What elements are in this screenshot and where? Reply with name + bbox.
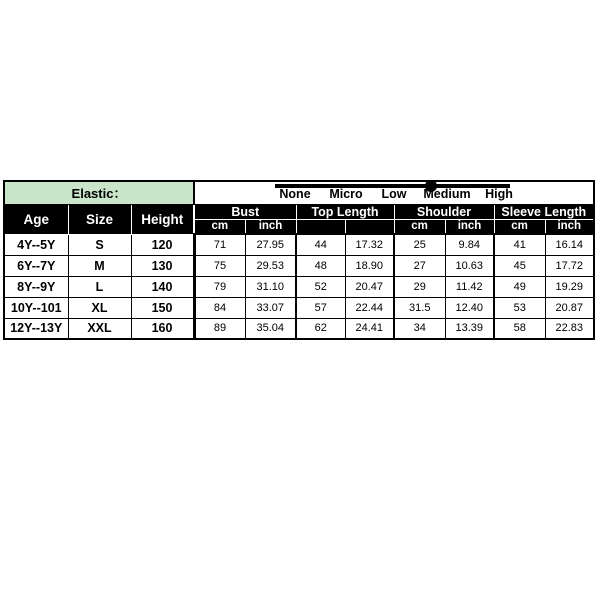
cell-sleeve-cm: 49 (494, 276, 545, 297)
elastic-label: Elastic： (4, 181, 194, 204)
cell-height: 140 (131, 276, 194, 297)
cell-age: 4Y--5Y (4, 234, 68, 255)
cell-sleeve-inch: 17.72 (545, 255, 594, 276)
table-row (4, 255, 594, 276)
size-chart (3, 180, 593, 340)
cell-top-cm: 62 (296, 318, 345, 339)
cell-shoulder-cm: 29 (394, 276, 445, 297)
unit-header-bust-inch: inch (245, 219, 296, 234)
group-header-top-length: Top Length (296, 204, 394, 219)
unit-header-top-length-inch (345, 219, 394, 234)
unit-header-shoulder-inch: inch (445, 219, 494, 234)
cell-shoulder-inch: 9.84 (445, 234, 494, 255)
cell-bust-cm: 75 (194, 255, 245, 276)
cell-height: 160 (131, 318, 194, 339)
cell-sleeve-inch: 19.29 (545, 276, 594, 297)
cell-shoulder-inch: 11.42 (445, 276, 494, 297)
cell-top-cm: 48 (296, 255, 345, 276)
cell-top-inch: 20.47 (345, 276, 394, 297)
cell-top-inch: 18.90 (345, 255, 394, 276)
cell-top-cm: 44 (296, 234, 345, 255)
cell-height: 150 (131, 297, 194, 318)
elastic-level-medium: Medium (423, 187, 471, 201)
elastic-level-high: High (485, 187, 513, 201)
cell-top-inch: 17.32 (345, 234, 394, 255)
cell-sleeve-inch: 16.14 (545, 234, 594, 255)
table-row (4, 276, 594, 297)
cell-top-cm: 52 (296, 276, 345, 297)
cell-sleeve-cm: 45 (494, 255, 545, 276)
elastic-level-micro: Micro (329, 187, 363, 201)
cell-bust-cm: 79 (194, 276, 245, 297)
size-chart-table (3, 180, 595, 340)
cell-size: S (68, 234, 131, 255)
cell-size: M (68, 255, 131, 276)
cell-height: 130 (131, 255, 194, 276)
table-row (4, 318, 594, 339)
cell-bust-inch: 35.04 (245, 318, 296, 339)
group-header-row (4, 204, 594, 219)
elastic-level-low: Low (381, 187, 407, 201)
cell-shoulder-inch: 13.39 (445, 318, 494, 339)
cell-sleeve-inch: 20.87 (545, 297, 594, 318)
cell-size: XL (68, 297, 131, 318)
elastic-row (4, 181, 594, 204)
table-row (4, 234, 594, 255)
col-header-size: Size (68, 204, 131, 234)
cell-age: 6Y--7Y (4, 255, 68, 276)
cell-top-inch: 22.44 (345, 297, 394, 318)
cell-age: 8Y--9Y (4, 276, 68, 297)
cell-top-inch: 24.41 (345, 318, 394, 339)
group-header-shoulder: Shoulder (394, 204, 494, 219)
cell-bust-inch: 31.10 (245, 276, 296, 297)
unit-header-sleeve-length-inch: inch (545, 219, 594, 234)
unit-header-bust-cm: cm (194, 219, 245, 234)
cell-sleeve-cm: 53 (494, 297, 545, 318)
cell-bust-inch: 27.95 (245, 234, 296, 255)
table-row (4, 297, 594, 318)
col-header-age: Age (4, 204, 68, 234)
cell-age: 10Y--101 (4, 297, 68, 318)
cell-bust-cm: 71 (194, 234, 245, 255)
group-header-bust: Bust (194, 204, 296, 219)
cell-shoulder-cm: 31.5 (394, 297, 445, 318)
elastic-scale (194, 181, 594, 204)
cell-top-cm: 57 (296, 297, 345, 318)
cell-shoulder-inch: 12.40 (445, 297, 494, 318)
cell-shoulder-cm: 34 (394, 318, 445, 339)
cell-size: L (68, 276, 131, 297)
cell-shoulder-inch: 10.63 (445, 255, 494, 276)
cell-sleeve-cm: 41 (494, 234, 545, 255)
cell-bust-cm: 89 (194, 318, 245, 339)
cell-height: 120 (131, 234, 194, 255)
cell-size: XXL (68, 318, 131, 339)
cell-bust-inch: 29.53 (245, 255, 296, 276)
cell-age: 12Y--13Y (4, 318, 68, 339)
unit-header-top-length-cm (296, 219, 345, 234)
unit-header-sleeve-length-cm: cm (494, 219, 545, 234)
unit-header-shoulder-cm: cm (394, 219, 445, 234)
group-header-sleeve-length: Sleeve Length (494, 204, 594, 219)
cell-sleeve-cm: 58 (494, 318, 545, 339)
cell-shoulder-cm: 25 (394, 234, 445, 255)
cell-bust-cm: 84 (194, 297, 245, 318)
cell-bust-inch: 33.07 (245, 297, 296, 318)
cell-shoulder-cm: 27 (394, 255, 445, 276)
elastic-level-none: None (279, 187, 311, 201)
col-header-height: Height (131, 204, 194, 234)
cell-sleeve-inch: 22.83 (545, 318, 594, 339)
